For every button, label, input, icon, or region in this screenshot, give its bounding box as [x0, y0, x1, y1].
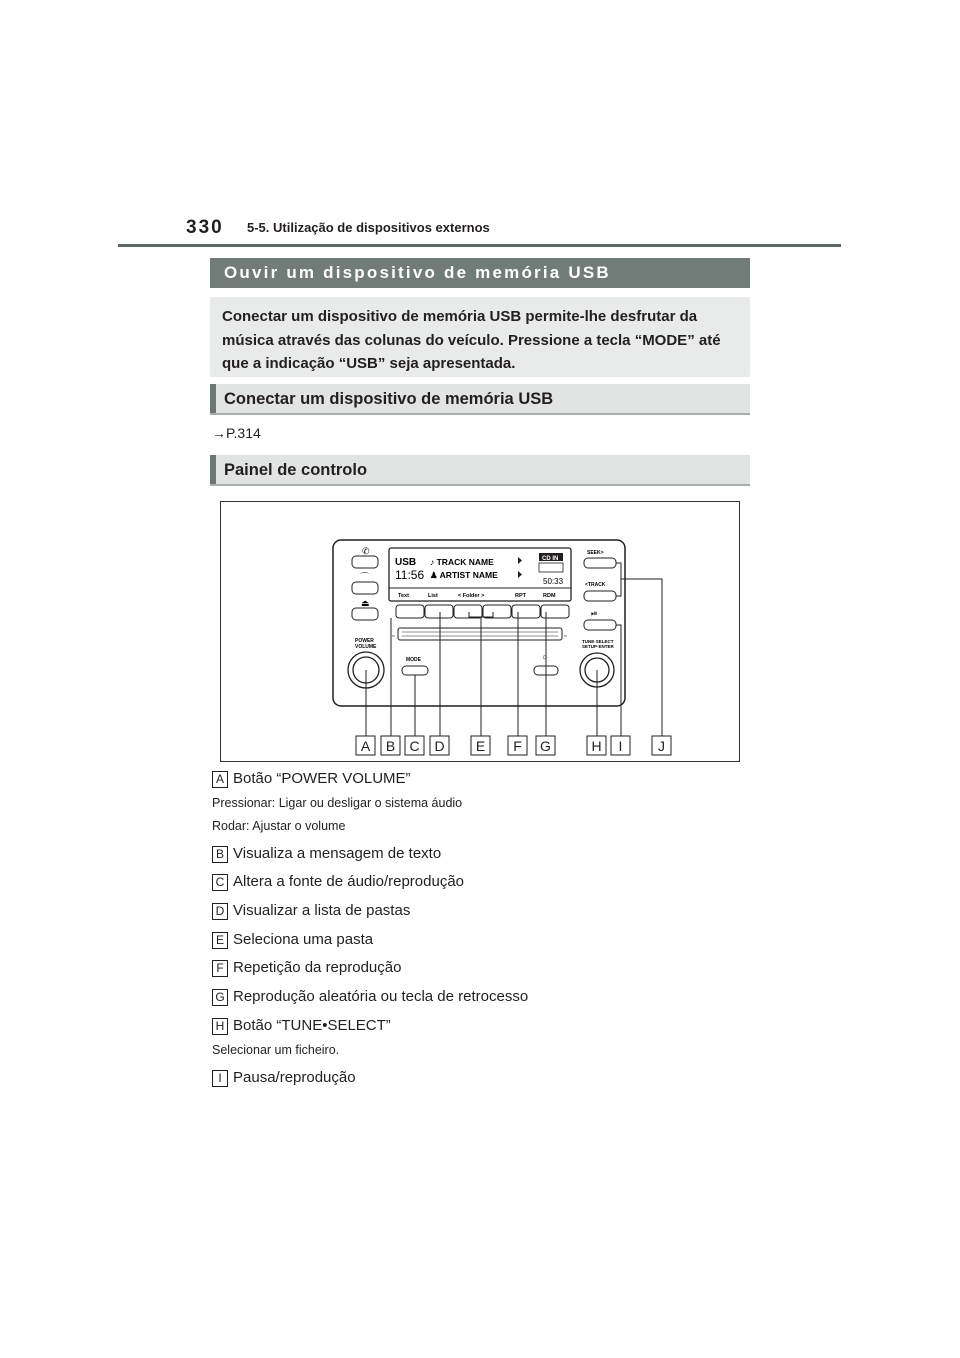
note-a-press: Pressionar: Ligar ou desligar o sistema áudio: [212, 796, 463, 810]
callout-g: G: [540, 738, 551, 754]
play-pause-icon: ⏯: [591, 609, 598, 618]
display-artist: ♟ ARTIST NAME: [430, 570, 498, 580]
track-label: <TRACK: [585, 582, 606, 588]
list-item-c: [212, 873, 464, 891]
hangup-icon: ⌒: [360, 572, 370, 582]
control-panel-illustration: [221, 502, 739, 761]
callout-boxes: [356, 736, 671, 755]
list-item-f: [212, 959, 401, 977]
intro-paragraph: Conectar um dispositivo de memória USB permite-lhe desfrutar da música através das colunas do veículo. Pressione a tecla “MODE” até que a indicação “USB” seja apresentada.: [210, 297, 750, 377]
item-letter-badge: B: [212, 846, 228, 863]
callout-d: D: [434, 738, 445, 754]
item-text: Botão “TUNE•SELECT”: [233, 1017, 391, 1035]
callout-a: A: [360, 738, 371, 754]
item-text: Repetição da reprodução: [233, 959, 402, 977]
list-item-h: [212, 1017, 391, 1035]
item-letter-badge: I: [212, 1070, 228, 1087]
display-counter: 50:33: [543, 577, 564, 586]
list-item-e: [212, 931, 373, 949]
eject-icon: ⏏: [361, 598, 370, 608]
list-item-i: [212, 1069, 356, 1087]
item-text: Botão “POWER VOLUME”: [233, 770, 411, 788]
tune-select-label: TUNE·SELECT: [582, 639, 614, 644]
item-letter-badge: C: [212, 874, 228, 891]
callout-i: I: [618, 738, 623, 754]
item-letter-badge: E: [212, 932, 228, 949]
softkey-rdm: RDM: [543, 593, 556, 599]
subheading-panel: Painel de controlo: [210, 455, 750, 486]
note-h-select: Selecionar um ficheiro.: [212, 1043, 340, 1057]
setup-enter-label: SETUP·ENTER: [582, 644, 614, 649]
list-item-a: [212, 770, 411, 788]
item-letter-badge: A: [212, 771, 228, 788]
item-text: Reprodução aleatória ou tecla de retrocesso: [233, 988, 529, 1006]
callout-b: B: [385, 738, 396, 754]
item-text: Altera a fonte de áudio/reprodução: [233, 873, 464, 891]
mode-button: [402, 666, 428, 675]
softkey-list: List: [428, 593, 438, 599]
item-letter-badge: F: [212, 960, 228, 977]
page-reference: →P.314: [212, 425, 261, 441]
svg-text:▫: ▫: [564, 633, 567, 640]
item-letter-badge: G: [212, 989, 228, 1006]
callout-h: H: [591, 738, 602, 754]
list-item-g: [212, 988, 528, 1006]
softkey-text: Text: [398, 593, 409, 599]
cd-slot: [398, 628, 562, 640]
item-text: Visualizar a lista de pastas: [233, 902, 411, 920]
seek-button: [584, 558, 616, 568]
list-item-b: [212, 845, 441, 863]
seek-label: SEEK>: [587, 550, 604, 556]
item-text: Pausa/reprodução: [233, 1069, 356, 1087]
svg-text:☼: ☼: [541, 652, 549, 661]
svg-text:▫: ▫: [392, 633, 395, 640]
page-number: 330: [186, 217, 224, 238]
item-letter-badge: D: [212, 903, 228, 920]
softkey-folder: < Folder >: [458, 593, 485, 599]
volume-label: VOLUME: [355, 644, 377, 650]
play-pause-button: [584, 620, 616, 630]
callout-f: F: [513, 738, 522, 754]
main-section-banner: Ouvir um dispositivo de memória USB: [210, 258, 750, 288]
mode-label: MODE: [406, 657, 421, 663]
control-panel-figure: [220, 501, 740, 762]
list-item-d: [212, 902, 410, 920]
item-text: Seleciona uma pasta: [233, 931, 374, 949]
callout-c: C: [409, 738, 420, 754]
item-text: Visualiza a mensagem de texto: [233, 845, 442, 863]
display-track: ♪ TRACK NAME: [430, 557, 494, 567]
note-a-turn: Rodar: Ajustar o volume: [212, 819, 346, 833]
subheading-connect: Conectar um dispositivo de memória USB: [210, 384, 750, 415]
section-title: 5-5. Utilização de dispositivos externos: [247, 220, 490, 235]
callout-e: E: [475, 738, 486, 754]
item-letter-badge: H: [212, 1018, 228, 1035]
track-button: [584, 591, 616, 601]
phone-icon: ✆: [362, 546, 370, 556]
softkey-rpt: RPT: [515, 593, 526, 599]
power-label: POWER: [355, 638, 374, 644]
callout-j: J: [658, 738, 665, 754]
display-time: 11:56: [395, 568, 425, 582]
signal-icon: [539, 563, 563, 572]
display-source: USB: [395, 557, 417, 568]
header-rule: [118, 244, 841, 247]
cd-in-text: CD IN: [542, 556, 559, 562]
